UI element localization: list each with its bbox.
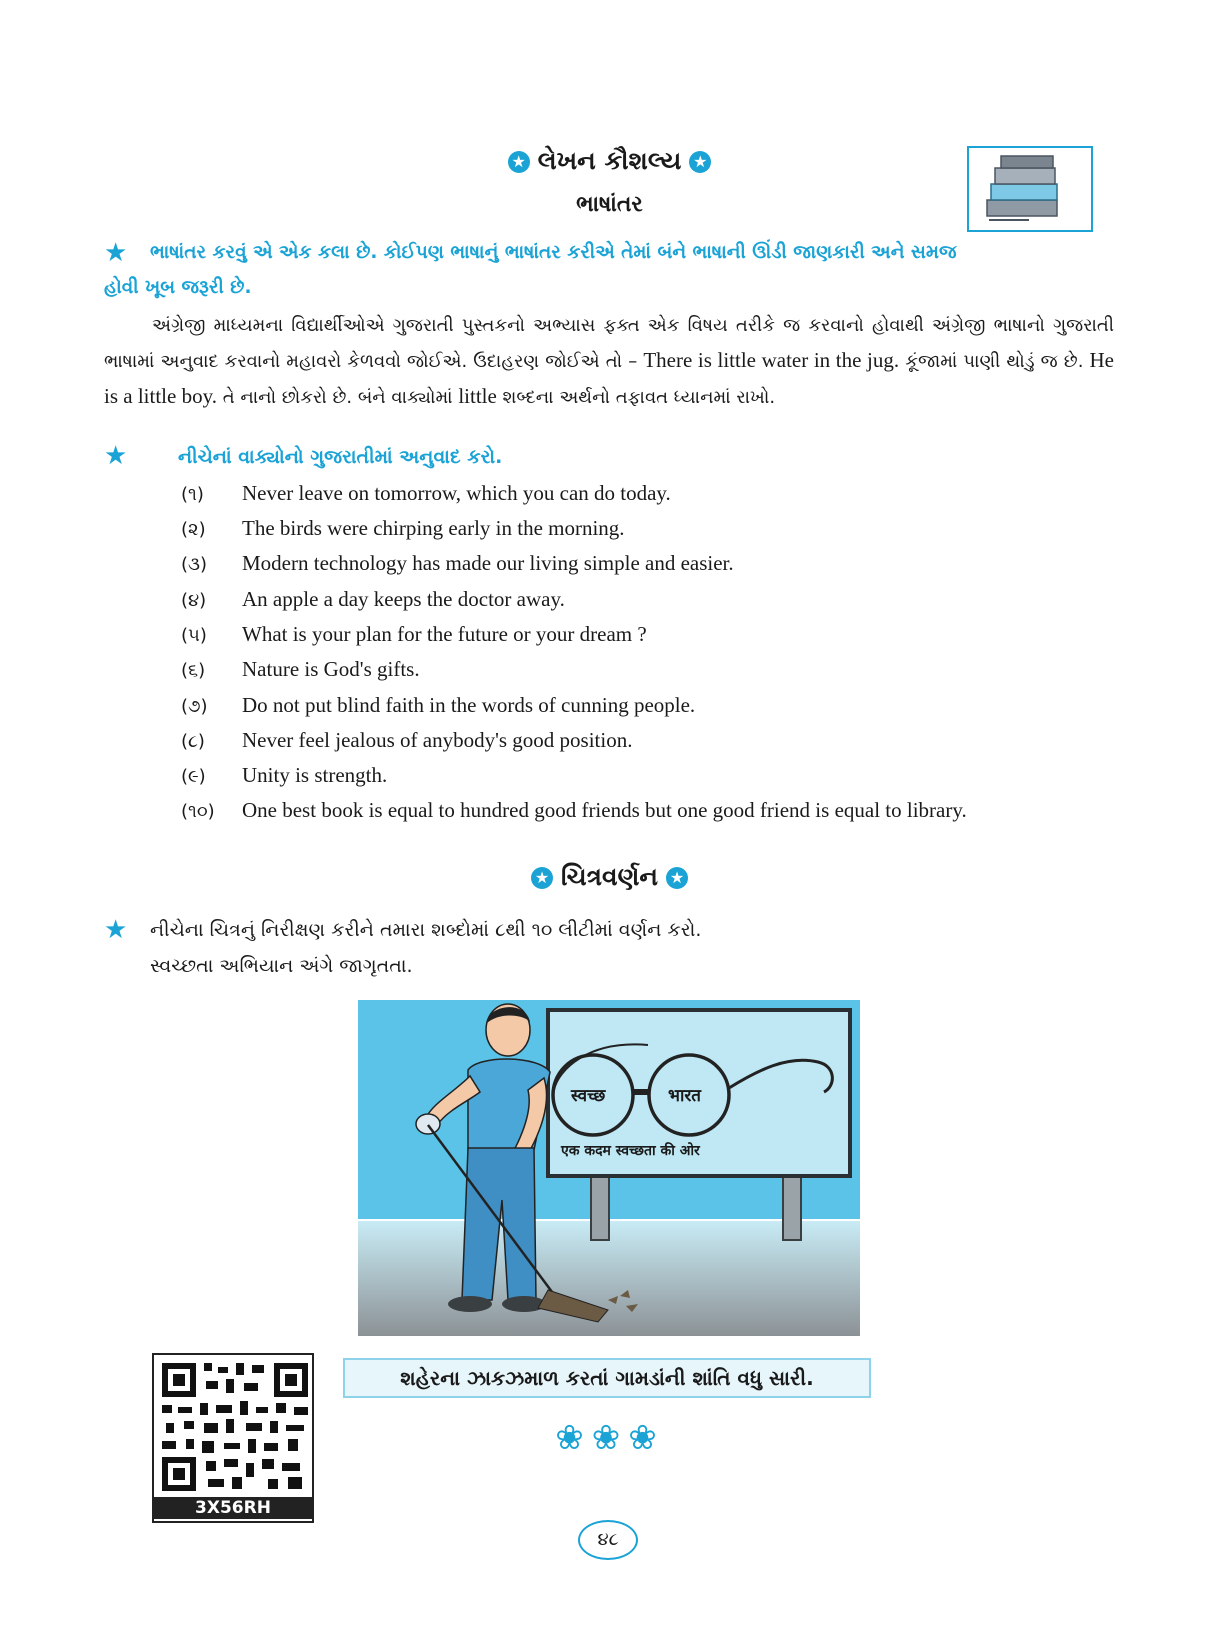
star-bullet-icon: ★ [104,238,128,268]
billboard-tagline: एक कदम स्वच्छता की ओर [561,1143,700,1159]
para-english-1: There is little water in the jug. [643,348,900,372]
page-number: ૪૮ [578,1520,638,1560]
list-item-number: (૬) [181,660,206,681]
list-item-number: (૧૦) [181,801,215,822]
list-item-text: Nature is God's gifts. [242,657,420,681]
list-item-number: (૯) [181,766,206,787]
picture-topic: સ્વચ્છતા અભિયાન અંગે જાગૃતતા. [150,955,413,977]
list-item-number: (૪) [181,590,207,611]
proverb-caption: શહેરના ઝાકઝમાળ કરતાં ગામડાંની શાંતિ વધુ સારી. [343,1358,871,1398]
star-circle-icon: ★ [689,151,711,173]
star-bullet-icon: ★ [104,441,128,471]
sweeper-figure [358,1000,860,1336]
list-item-number: (૫) [181,625,207,646]
para-english-3: little [458,384,497,408]
list-item-text: Unity is strength. [242,763,388,787]
list-item-text: Do not put blind faith in the words of cunning people. [242,693,696,717]
intro-line-1: ભાષાંતર કરવું એ એક કલા છે. કોઈપણ ભાષાનું ભાષાંતર કરીએ તેમાં બંને ભાષાની ઊંડી જાણકારી અને સમજ [150,242,957,263]
list-item-text: What is your plan for the future or your dream ? [242,622,647,646]
translation-instruction: નીચેનાં વાક્યોનો ગુજરાતીમાં અનુવાદ કરો. [178,446,503,468]
list-item-number: (૭) [181,696,208,717]
list-item-number: (૩) [181,554,208,575]
star-circle-icon: ★ [508,151,530,173]
para-part-2: કૂંજામાં પાણી થોડું જ છે. [905,351,1084,372]
section-title-text: લેખન કૌશલ્ય [537,146,682,175]
list-item-text: Modern technology has made our living simple and easier. [242,551,734,575]
para-part-4: શબ્દના અર્થનો તફાવત ધ્યાનમાં રાખો. [502,387,776,408]
billboard-word-right: भारत [668,1086,701,1106]
section-title-picture-description [0,862,1219,892]
list-item-text: An apple a day keeps the doctor away. [242,587,565,611]
qr-code-label: 3X56RH [154,1497,312,1519]
list-item-number: (૮) [181,731,205,752]
para-english-2: He is a little boy. [104,348,1115,408]
swachh-bharat-illustration [358,1000,860,1336]
para-part-3: તે નાનો છોકરો છે. બંને વાક્યોમાં [222,387,453,408]
qr-code [152,1353,314,1523]
list-item-text: Never leave on tomorrow, which you can do today. [242,481,671,505]
picture-instruction: નીચેના ચિત્રનું નિરીક્ષણ કરીને તમારા શબ્દોમાં ૮થી ૧૦ લીટીમાં વર્ણન કરો. [150,919,702,941]
body-paragraph [104,308,1114,415]
list-item-text: One best book is equal to hundred good friends but one good friend is equal to library. [242,798,967,822]
list-item-number: (૧) [181,484,204,505]
intro-line-2: હોવી ખૂબ જરૂરી છે. [104,277,252,298]
para-part-1: અંગ્રેજી માધ્યમના વિદ્યાર્થીઓએ ગુજરાતી પુસ્તકનો અભ્યાસ ફક્ત એક વિષય તરીકે જ કરવાનો હોવાથી અંગ્રેજી ભાષાનો ગુજરાતી ભાષામાં અનુવાદ કરવાનો મહાવરો કેળવવો જોઈએ. ઉદાહરણ જોઈએ તો – [104,315,1114,372]
billboard-word-left: स्वच्छ [571,1086,606,1106]
star-circle-icon: ★ [531,867,553,889]
flower-ornament-icon: ❀❀❀ [555,1418,665,1458]
books-illustration [967,146,1093,232]
section-subtitle: ભાષાંતર [576,192,643,217]
qr-code-icon [156,1357,314,1497]
list-item-text: The birds were chirping early in the morning. [242,516,625,540]
list-item-text: Never feel jealous of anybody's good position. [242,728,633,752]
books-icon [969,148,1091,230]
section-title-text: ચિત્રવર્ણન [560,862,659,891]
star-bullet-icon: ★ [104,915,128,945]
list-item-number: (૨) [181,519,206,540]
star-circle-icon: ★ [666,867,688,889]
